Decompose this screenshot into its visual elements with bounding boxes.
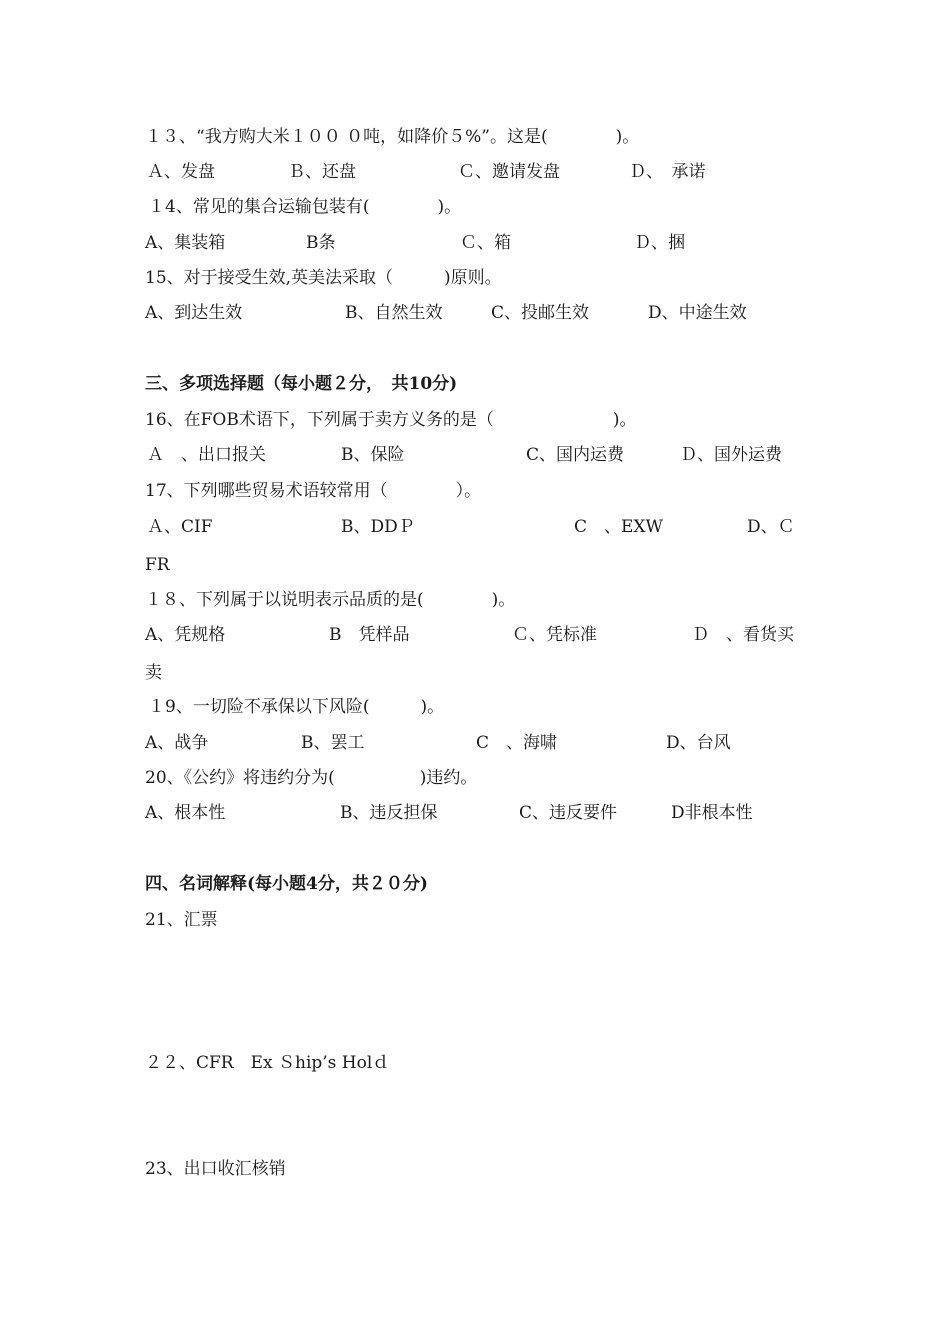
q13-option-a: Ａ、发盘: [147, 162, 215, 182]
q16-options: [0, 442, 782, 468]
q15-option-b: B、自然生效: [345, 303, 443, 323]
q14-options: [0, 230, 685, 256]
q18-option-d: Ｄ 、看货买: [692, 625, 794, 645]
q18-option-d-continued: 卖: [145, 663, 162, 683]
q21-line: [0, 907, 218, 933]
q14-stem-line: [0, 194, 462, 220]
q15-options: [0, 300, 747, 326]
question-20-stem: 20、《公约》将违约分为( )违约。: [145, 768, 478, 788]
q17-option-b: B、DDＰ: [341, 517, 415, 537]
q18-option-c: Ｃ、凭标准: [512, 625, 597, 645]
q20-option-c: C、违反要件: [519, 803, 618, 823]
q14-option-c: Ｃ、箱: [460, 233, 511, 253]
q19-stem-line: [0, 694, 445, 720]
q20-stem-line: [0, 765, 478, 791]
q18-stem-line: [0, 587, 516, 613]
q20-option-b: B、违反担保: [340, 803, 438, 823]
q14-option-a: A、集装箱: [145, 233, 226, 253]
q13-options: [0, 159, 706, 185]
question-21-stem: 21、汇票: [145, 910, 218, 930]
q16-option-b: B、保险: [341, 445, 405, 465]
q16-option-d: Ｄ、国外运费: [680, 445, 782, 465]
q17-option-a: Ａ、CIF: [147, 517, 213, 537]
q23-line: [0, 1156, 286, 1182]
q15-option-d: D、中途生效: [648, 303, 747, 323]
question-14-stem: １4、常见的集合运输包装有( )。: [148, 197, 462, 217]
q13-stem-line: [0, 124, 640, 150]
q17-option-d-continued-line: [0, 552, 170, 578]
question-15-stem: 15、对于接受生效,英美法采取（ )原则。: [145, 268, 502, 288]
q17-stem-line: [0, 478, 482, 504]
section-4-heading: [0, 871, 428, 897]
question-23-stem: 23、出口收汇核销: [145, 1159, 286, 1179]
q13-option-d: Ｄ、 承诺: [629, 162, 706, 182]
q20-option-a: A、根本性: [145, 803, 226, 823]
q19-option-c: C 、海啸: [476, 733, 558, 753]
q15-option-a: A、到达生效: [145, 303, 243, 323]
q18-options: [0, 622, 794, 648]
q20-options: [0, 800, 753, 826]
q22-line: [0, 1050, 390, 1076]
question-17-stem: 17、下列哪些贸易术语较常用（ ）。: [145, 481, 482, 501]
question-13-stem: １３、“我方购大米１００ ０吨，如降价５%”。这是( )。: [145, 127, 640, 147]
section-3-heading: [0, 371, 458, 397]
q17-option-d-continued: FR: [145, 555, 170, 575]
question-18-stem: １８、下列属于以说明表示品质的是( )。: [145, 590, 516, 610]
question-19-stem: １9、一切险不承保以下风险( )。: [148, 697, 445, 717]
q16-stem-line: [0, 407, 637, 433]
q19-option-a: A、战争: [145, 733, 209, 753]
q14-option-b: B条: [306, 233, 336, 253]
q19-options: [0, 730, 731, 756]
q17-options: [0, 514, 795, 540]
section-3-title: 三、多项选择题（每小题２分， 共10分): [145, 374, 458, 394]
q16-option-c: C、国内运费: [526, 445, 625, 465]
question-16-stem: 16、在FOB术语下，下列属于卖方义务的是（ )。: [145, 410, 637, 430]
q13-option-b: Ｂ、还盘: [288, 162, 356, 182]
q18-option-a: A、凭规格: [145, 625, 226, 645]
q13-option-c: Ｃ、邀请发盘: [458, 162, 560, 182]
q20-option-d: D非根本性: [671, 803, 753, 823]
q18-option-b: B 凭样品: [329, 625, 410, 645]
q18-option-d-continued-line: [0, 660, 162, 686]
q19-option-b: B、罢工: [301, 733, 365, 753]
q19-option-d: D、台风: [666, 733, 731, 753]
q15-option-c: C、投邮生效: [491, 303, 590, 323]
section-4-title: 四、名词解释(每小题4分，共２０分): [145, 874, 428, 894]
q17-option-d: D、Ｃ: [747, 517, 795, 537]
q16-option-a: Ａ 、出口报关: [147, 445, 266, 465]
question-22-stem: ２２、CFR Ex Ｓhip’s Holｄ: [145, 1053, 390, 1073]
q15-stem-line: [0, 265, 502, 291]
q17-option-c: C 、EXW: [574, 517, 663, 537]
q14-option-d: Ｄ、捆: [634, 233, 685, 253]
